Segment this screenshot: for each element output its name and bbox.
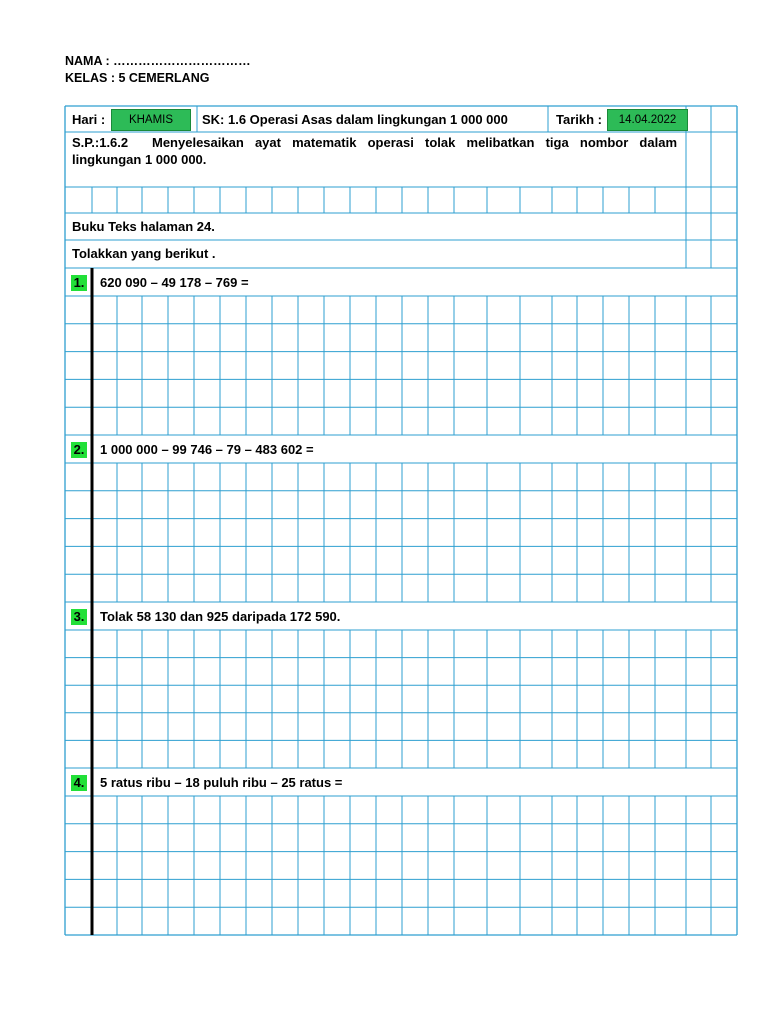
question-4-number: 4.: [71, 775, 87, 791]
sk-title: SK: 1.6 Operasi Asas dalam lingkungan 1 000 000: [202, 112, 508, 127]
tarikh-label: Tarikh :: [556, 112, 602, 127]
question-3-number: 3.: [71, 609, 87, 625]
buku-teks-line: Buku Teks halaman 24.: [72, 219, 215, 234]
standard-pembelajaran: [72, 134, 677, 168]
question-2-text: 1 000 000 – 99 746 – 79 – 483 602 =: [100, 442, 314, 457]
question-4-text: 5 ratus ribu – 18 puluh ribu – 25 ratus =: [100, 775, 343, 790]
sp-description: Menyelesaikan ayat matematik operasi tolak melibatkan tiga nombor dalam lingkungan 1 000 000.: [72, 135, 677, 167]
nama-line: NAMA : ……………………………: [65, 54, 251, 68]
kelas-line: KELAS : 5 CEMERLANG: [65, 71, 210, 85]
question-1-number: 1.: [71, 275, 87, 291]
question-1-text: 620 090 – 49 178 – 769 =: [100, 275, 249, 290]
hari-label: Hari :: [72, 112, 106, 127]
question-2-number: 2.: [71, 442, 87, 458]
instruction-line: Tolakkan yang berikut .: [72, 246, 216, 261]
tarikh-value-badge: 14.04.2022: [607, 109, 688, 131]
sp-code: S.P.:1.6.2: [72, 135, 129, 150]
hari-value-badge: KHAMIS: [111, 109, 191, 131]
question-3-text: Tolak 58 130 dan 925 daripada 172 590.: [100, 609, 341, 624]
